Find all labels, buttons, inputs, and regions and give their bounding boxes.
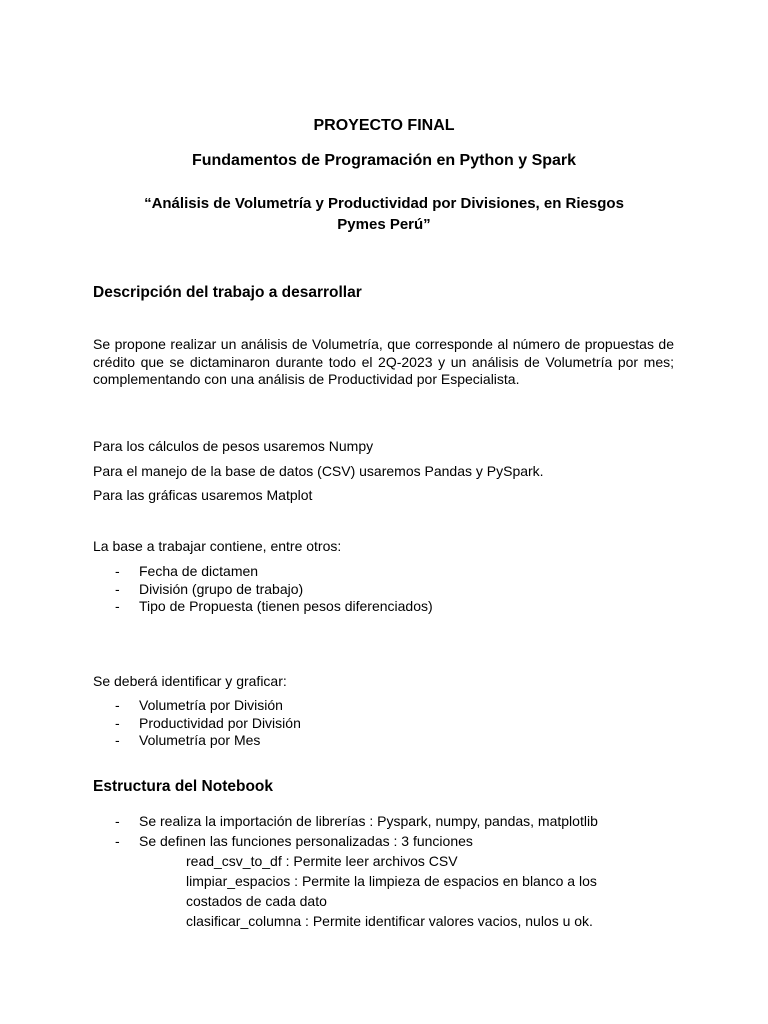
notebook-list (93, 811, 598, 851)
project-title-line-1: “Análisis de Volumetría y Productividad por Divisiones, en Riesgos (144, 195, 624, 212)
list-item (93, 563, 433, 581)
list-item (93, 831, 598, 851)
function-limpiar-espacios: limpiar_espacios : Permite la limpieza de espacios en blanco a los costados de cada dato (186, 873, 597, 909)
document-subtitle: Fundamentos de Programación en Python y Spark (191, 152, 577, 169)
base-list (93, 563, 433, 616)
base-intro: La base a trabajar contiene, entre otros: (93, 538, 342, 554)
list-item (93, 598, 433, 616)
tool-line-matplot: Para las gráficas usaremos Matplot (93, 487, 313, 503)
list-item-text: División (grupo de trabajo) (139, 580, 304, 597)
document-title: PROYECTO FINAL (313, 117, 455, 134)
project-title (93, 193, 675, 235)
description-heading: Descripción del trabajo a desarrollar (93, 284, 362, 301)
list-item (93, 732, 301, 750)
list-dash: - (115, 580, 120, 597)
list-item (93, 697, 301, 715)
description-paragraph: Se propone realizar un análisis de Volumetría, que corresponde al número de propuestas de crédito que se dictaminaron durante todo el 2Q-2023 y un análisis de Volumetría por mes; complementando con una análisis de Productividad por Especialista. (93, 336, 674, 387)
list-item-text: Fecha de dictamen (139, 563, 259, 579)
list-dash: - (115, 598, 120, 614)
list-item-text: Volumetría por División (139, 697, 283, 713)
list-item-text: Productividad por División (139, 714, 301, 731)
list-dash: - (115, 714, 120, 731)
list-item (93, 715, 301, 733)
identify-list (93, 697, 301, 750)
list-item-text: Se definen las funciones personalizadas : 3 funciones (139, 833, 473, 849)
list-dash: - (115, 563, 120, 579)
list-dash: - (115, 833, 120, 849)
list-item (93, 811, 598, 831)
list-item-text: Volumetría por Mes (139, 732, 261, 748)
identify-intro: Se deberá identificar y graficar: (93, 673, 287, 689)
list-item (93, 581, 433, 599)
function-read-csv: read_csv_to_df : Permite leer archivos CSV (186, 853, 458, 869)
tool-line-numpy: Para los cálculos de pesos usaremos Numpy (93, 438, 374, 454)
function-clasificar-columna: clasificar_columna : Permite identificar valores vacios, nulos u ok. (186, 913, 593, 929)
project-title-line-2: Pymes Perú” (337, 216, 431, 233)
tool-line-pandas: Para el manejo de la base de datos (CSV) usaremos Pandas y PySpark. (93, 463, 544, 479)
notebook-heading: Estructura del Notebook (93, 778, 273, 795)
list-dash: - (115, 697, 120, 713)
list-item-text: Tipo de Propuesta (tienen pesos diferenciados) (139, 598, 433, 614)
list-dash: - (115, 813, 120, 829)
list-dash: - (115, 732, 120, 748)
list-item-text: Se realiza la importación de librerías : Pyspark, numpy, pandas, matplotlib (139, 813, 598, 829)
